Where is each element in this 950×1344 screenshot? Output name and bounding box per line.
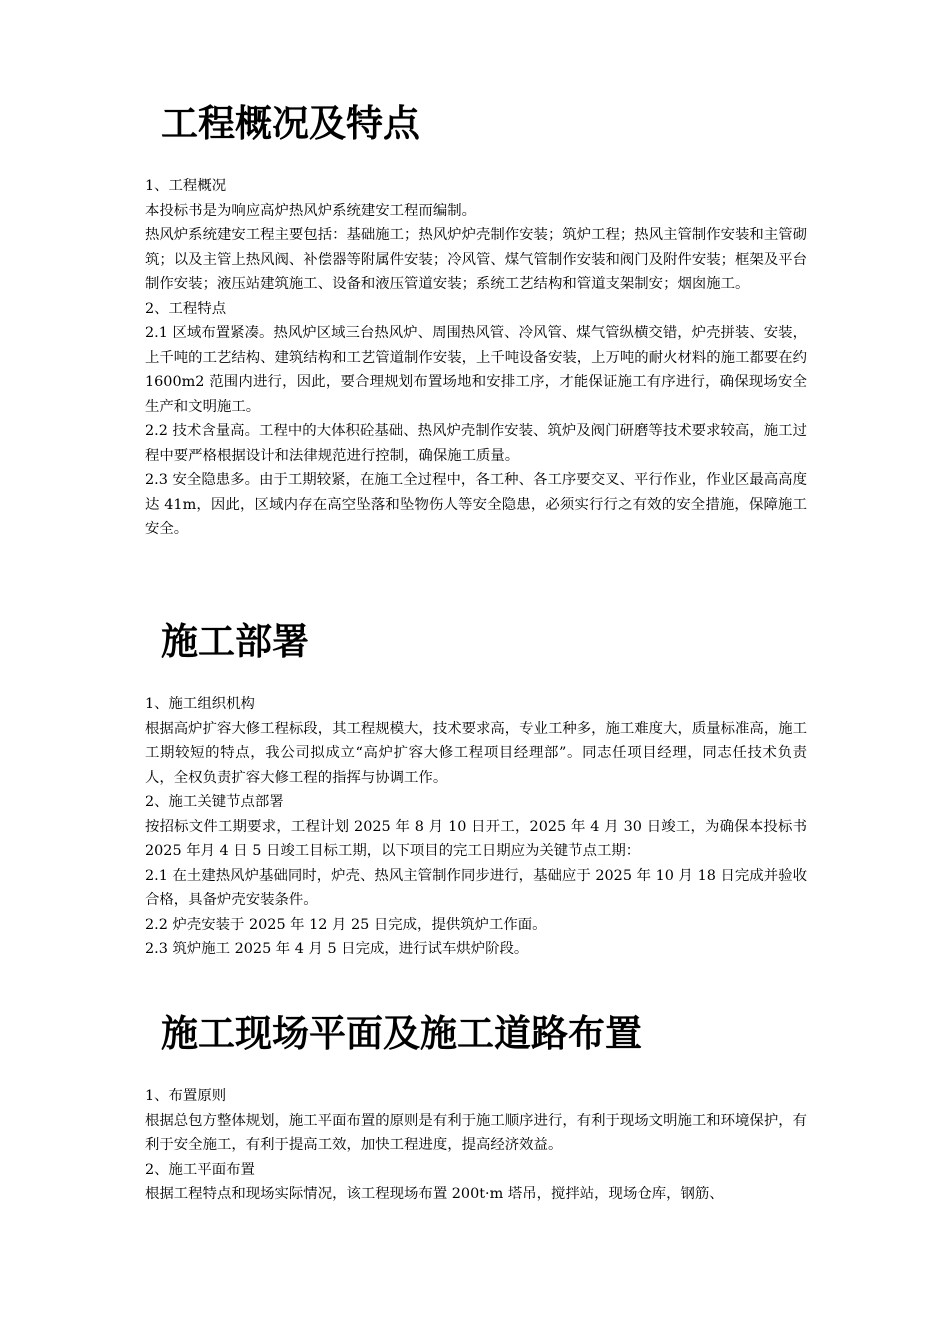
section-construction-deployment [145,618,807,962]
section-body [145,174,807,542]
paragraph: 2、施工平面布置 [145,1161,255,1178]
paragraph: 1、施工组织机构 [145,696,255,712]
paragraph: 2.3 筑炉施工 2025 年 4 月 5 日完成，进行试车烘炉阶段。 [145,941,529,957]
paragraph: 2.2 炉壳安装于 2025 年 12 月 25 日完成，提供筑炉工作面。 [145,916,547,933]
paragraph: 2.1 在土建热风炉基础同时，炉壳、热风主管制作同步进行，基础应于 2025 年 10 月 18 日完成并验收合格，具备炉壳安装条件。 [145,867,807,908]
paragraph: 根据总包方整体规划，施工平面布置的原则是有利于施工顺序进行，有利于现场文明施工和环境保护，有利于安全施工，有利于提高工效，加快工程进度，提高经济效益。 [145,1112,807,1153]
section-body [145,1084,807,1207]
paragraph: 根据高炉扩容大修工程标段，其工程规模大，技术要求高，专业工种多，施工难度大，质量标准高，施工工期较短的特点，我公司拟成立“高炉扩容大修工程项目经理部”。同志任项目经理，同志任技术负责人，全权负责扩容大修工程的指挥与协调工作。 [145,720,807,786]
section-heading: 施工现场平面及施工道路布置 [161,1012,642,1055]
section-project-overview [145,100,807,542]
paragraph: 2.1 区域布置紧凑。热风炉区域三台热风炉、周围热风管、冷风管、煤气管纵横交错，炉壳拼装、安装，上千吨的工艺结构、建筑结构和工艺管道制作安装，上千吨设备安装，上万吨的耐火材料的施工都要在约 1600m2 范围内进行，因此，要合理规划布置场地和安排工序，才能保证施工有序进行，确保现场安全生产和文明施工。 [145,325,807,415]
paragraph: 1、布置原则 [145,1088,227,1104]
paragraph: 2、工程特点 [145,300,227,317]
paragraph: 2、施工关键节点部署 [145,794,284,810]
section-heading: 工程概况及特点 [161,102,420,145]
section-body [145,692,807,962]
paragraph: 根据工程特点和现场实际情况，该工程现场布置 200t·m 塔吊，搅拌站，现场仓库，钢筋、 [145,1186,724,1202]
paragraph: 2.3 安全隐患多。由于工期较紧，在施工全过程中，各工种、各工序要交叉、平行作业，作业区最高高度达 41m，因此，区域内存在高空坠落和坠物伤人等安全隐患，必须实行行之有效的安全措施，保障施工安全。 [145,472,807,537]
paragraph: 本投标书是为响应高炉热风炉系统建安工程而编制。 [145,202,476,219]
paragraph: 2.2 技术含量高。工程中的大体积砼基础、热风炉壳制作安装、筑炉及阀门研磨等技术要求较高，施工过程中要严格根据设计和法律规范进行控制，确保施工质量。 [145,423,807,464]
paragraph: 1、工程概况 [145,178,227,194]
section-heading: 施工部署 [161,620,309,663]
paragraph: 按招标文件工期要求，工程计划 2025 年 8 月 10 日开工，2025 年 4 月 30 日竣工，为确保本投标书 2025 年月 4 日 5 日竣工目标工期，以下项目的完工日期应为关键节点工期： [145,818,807,859]
section-site-layout [145,1010,807,1207]
paragraph: 热风炉系统建安工程主要包括：基础施工；热风炉炉壳制作安装；筑炉工程；热风主管制作安装和主管砌筑；以及主管上热风阀、补偿器等附属件安装；冷风管、煤气管制作安装和阀门及附件安装；框架及平台制作安装；液压站建筑施工、设备和液压管道安装；系统工艺结构和管道支架制安；烟囱施工。 [145,227,807,292]
